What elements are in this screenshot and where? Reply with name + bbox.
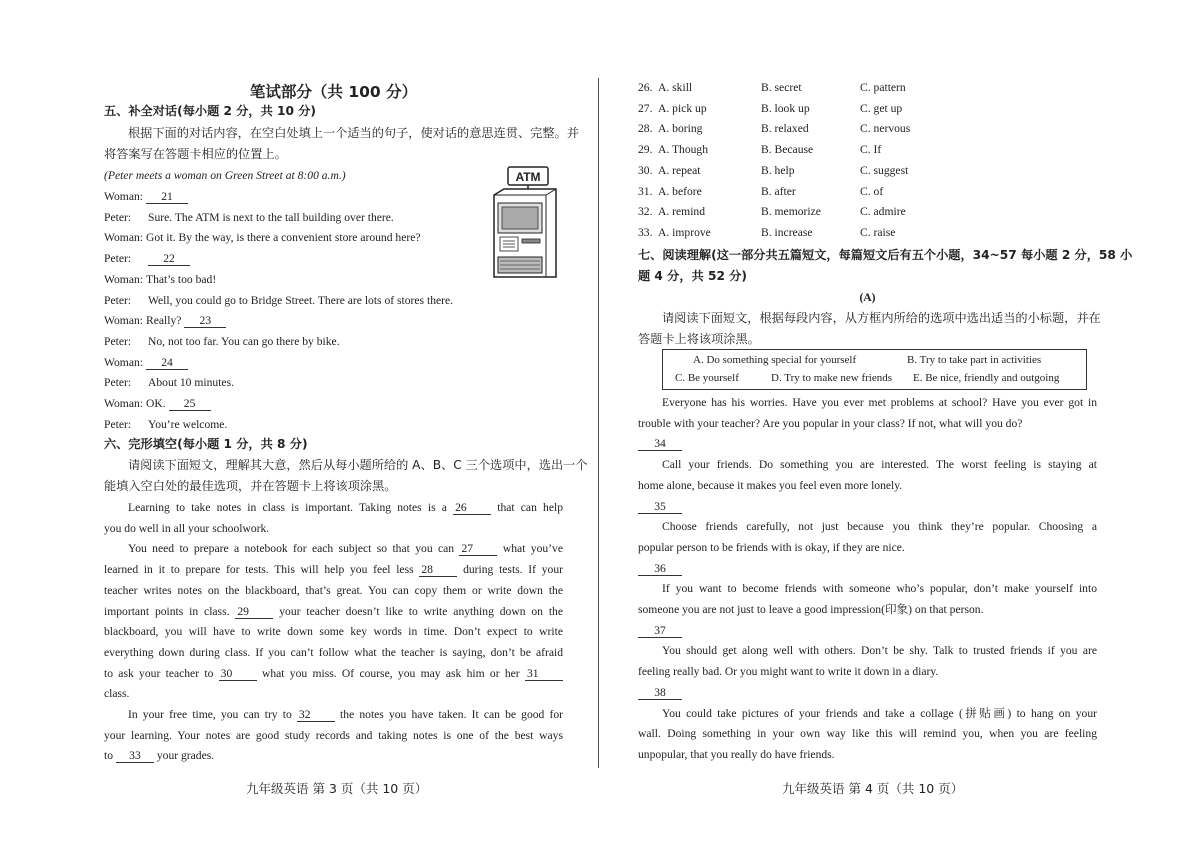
option-a: A. Though [658,143,709,157]
passage-text: during tests. If your [463,563,563,577]
passage-line: Choose friends carefully, not just because you think they’re popular. Choosing a [662,520,1097,534]
passage-line [104,686,563,701]
part-a-instruction-1: 请阅读下面短文，根据每段内容，从方框内所给的选项中选出适当的小标题，并在 [662,311,1101,325]
passage-line: Call your friends. Do something you are interested. The worst feeling is staying at [662,458,1097,472]
option-c: C. nervous [860,122,911,136]
answer-blank: 30 [219,668,257,681]
passage-text: teacher writes notes on the blackboard, that’s great. You can copy them or write down the [104,583,563,597]
option-a: A. boring [658,122,703,136]
answer-blank: 26 [453,502,491,515]
passage-text: blackboard, you will have to write down some key words in time. Don’t expect to write [104,625,563,639]
dialogue-text: Really? [146,314,182,328]
passage-line [104,604,563,619]
option-b: B. Because [761,143,814,157]
dialogue-line [104,417,563,432]
option-c: C. of [860,184,884,198]
part-a-instruction-2: 答题卡上将该项涂黑。 [638,332,760,346]
speaker-label: Peter: [104,252,132,266]
option-row [638,185,1097,200]
dialogue-text: Got it. By the way, is there a convenient store around here? [146,231,421,245]
page-divider [598,78,599,768]
option-row [638,226,1097,241]
dialogue-text: Sure. The ATM is next to the tall building over there. [148,210,394,224]
option-a: A. pick up [658,101,707,115]
answer-blank: 33 [116,750,154,763]
speaker-label: Woman: [104,355,143,369]
section5-instruction-2: 将答案写在答题卡相应的位置上。 [104,147,287,161]
option-b: B. relaxed [761,122,809,136]
passage-line: someone you are not just to leave a good impression(印象) on that person. [638,603,984,616]
option-row [638,205,1097,220]
footer-page-3: 九年级英语 第 3 页（共 10 页） [246,781,428,796]
question-number: 26. [638,81,653,94]
part-a-label: (A) [859,291,876,304]
option-b: B. after [761,184,796,198]
passage-line [104,521,563,536]
option-b: B. increase [761,225,813,239]
answer-blank: 28 [419,564,457,577]
dialogue-scene: (Peter meets a woman on Green Street at 8:00 a.m.) [104,169,346,182]
answer-blank: 21 [146,191,188,204]
passage-line: If you want to become friends with someone who’s popular, don’t make yourself into [662,582,1097,596]
option-c: C. Be yourself [675,372,739,384]
speaker-label: Peter: [104,334,132,348]
answer-blank: 34 [638,438,682,451]
passage-text: your teacher doesn’t like to write anything down on the [279,604,563,618]
dialogue-line [104,334,563,349]
speaker-label: Peter: [104,293,132,307]
passage-text: to [104,749,114,763]
dialogue-text: About 10 minutes. [148,376,234,390]
speaker-label: Peter: [104,376,132,390]
speaker-label: Peter: [104,210,132,224]
option-row [638,122,1097,137]
option-e: E. Be nice, friendly and outgoing [913,372,1060,384]
option-c: C. suggest [860,163,909,177]
passage-line [104,645,563,660]
answer-blank: 25 [169,398,211,411]
question-number: 30. [638,163,653,177]
dialogue-line [104,375,563,390]
answer-blank: 29 [235,606,273,619]
option-b: B. Try to take part in activities [907,354,1042,366]
section6-instruction-2: 能填入空白处的最佳选项，并在答题卡上将该项涂黑。 [104,479,397,493]
passage-text: class. [104,687,130,701]
passage-line: Everyone has his worries. Have you ever met problems at school? Have you ever got in [662,396,1097,409]
passage-text: Learning to take notes in class is important. Taking notes is a [128,501,447,514]
section6-heading: 六、完形填空(每小题 1 分，共 8 分) [104,437,308,451]
atm-sign-text: ATM [515,170,541,184]
option-d: D. Try to make new friends [771,372,892,384]
section5-instruction-1: 根据下面的对话内容，在空白处填上一个适当的句子，使对话的意思连贯、完整。并 [128,126,579,140]
passage-line [104,541,563,556]
option-a: A. skill [658,81,693,94]
question-number: 27. [638,101,653,115]
section6-instruction-1: 请阅读下面短文，理解其大意，然后从每小题所给的 A、B、C 三个选项中，选出一个 [128,458,588,472]
option-b: B. help [761,163,795,177]
answer-blank: 23 [184,315,226,328]
passage-text: important points in class. [104,604,230,618]
option-a: A. remind [658,205,706,219]
option-row [638,164,1097,179]
dialogue-text: That’s too bad! [146,272,217,286]
option-row [638,102,1097,117]
atm-icon [488,165,560,285]
passage-line [104,728,563,743]
dialogue-line [104,396,563,411]
passage-text: learned in it to prepare for tests. This will help you feel less [104,563,414,577]
answer-blank: 32 [297,709,335,722]
answer-blank-line [638,436,1097,451]
option-c: C. If [860,143,882,157]
passage-text: your grades. [156,749,215,763]
passage-text: what you miss. Of course, you may ask him or her [261,666,520,680]
passage-line: popular person to be friends with is okay, if they are nice. [638,540,905,554]
answer-blank: 22 [148,253,190,266]
passage-text: everything down during class. If you can’t follow what the teacher is saying, don’t be afraid [104,645,563,659]
question-number: 29. [638,143,653,157]
option-c: C. pattern [860,81,906,94]
passage-text: your learning. Your notes are good study records and taking notes is one of the best ways [104,728,563,742]
dialogue-text: No, not too far. You can go there by bike. [148,334,340,348]
option-row [638,143,1097,158]
passage-text: you do well in all your schoolwork. [104,521,270,535]
headings-option-box [662,349,1087,390]
dialogue-line [104,293,563,308]
passage-line: home alone, because it makes you feel even more lonely. [638,478,903,492]
dialogue-text: Well, you could go to Bridge Street. There are lots of stores there. [148,293,454,307]
option-a: A. improve [658,225,711,239]
option-c: C. raise [860,225,896,239]
passage-line [104,666,563,681]
passage-text: to ask your teacher to [104,666,214,680]
answer-blank: 38 [638,687,682,700]
passage-line: unpopular, that you really do have friends. [638,747,835,761]
answer-blank-line [638,499,1097,514]
passage-text: what you’ve [502,542,563,556]
speaker-label: Woman: [104,314,143,328]
answer-blank: 24 [146,357,188,370]
section5-heading: 五、补全对话(每小题 2 分，共 10 分) [104,104,316,118]
section7-heading-2: 题 4 分，共 52 分) [638,269,747,283]
option-a: A. repeat [658,163,701,177]
option-b: B. memorize [761,205,821,219]
answer-blank-line [638,561,1097,576]
passage-line [104,624,563,639]
answer-blank-line [638,685,1097,700]
option-row [638,81,1097,96]
option-b: B. secret [761,81,802,94]
section7-heading-1: 七、阅读理解(这一部分共五篇短文，每篇短文后有五个小题，34~57 每小题 2 分，58 小 [638,248,1133,262]
answer-blank-line [638,623,1097,638]
passage-line [104,562,563,577]
page-title: 笔试部分（共 100 分） [249,83,418,101]
speaker-label: Peter: [104,417,132,431]
passage-line [104,707,563,722]
option-c: C. get up [860,101,903,115]
option-b: B. look up [761,101,810,115]
passage-line [104,583,563,598]
answer-blank: 36 [638,563,682,576]
passage-line: wall. Doing something in your own way like this will remind you, when you are feeling [638,727,1097,741]
answer-blank: 35 [638,501,682,514]
passage-line: trouble with your teacher? Are you popular in your class? If not, what will you do? [638,416,1023,430]
footer-page-4: 九年级英语 第 4 页（共 10 页） [782,781,964,796]
question-number: 31. [638,184,653,198]
passage-text: that can help [497,501,563,514]
atm-illustration [488,165,560,290]
dialogue-line [104,313,563,328]
question-number: 33. [638,225,653,239]
option-c: C. admire [860,205,906,219]
passage-text: In your free time, you can try to [128,708,292,721]
passage-line: You should get along well with others. Don’t be shy. Talk to trusted friends if you are [662,644,1097,658]
speaker-label: Woman: [104,231,143,245]
dialogue-line [104,355,563,370]
passage-line [104,500,563,515]
speaker-label: Woman: [104,397,143,410]
passage-text: You need to prepare a notebook for each subject so that you can [128,542,455,556]
answer-blank: 27 [459,543,497,556]
answer-blank: 31 [525,668,563,681]
speaker-label: Woman: [104,272,143,286]
question-number: 32. [638,205,653,219]
passage-line: You could take pictures of your friends and take a collage (拼贴画) to hang on your [662,706,1097,720]
dialogue-text: OK. [146,397,166,410]
speaker-label: Woman: [104,190,143,203]
passage-line [104,748,563,763]
passage-text: the notes you have taken. It can be good for [340,708,564,721]
option-a: A. Do something special for yourself [693,354,857,366]
question-number: 28. [638,122,653,136]
passage-line: feeling really bad. Or you might want to write it down in a diary. [638,665,939,679]
dialogue-text: You’re welcome. [148,417,228,431]
option-a: A. before [658,184,702,198]
answer-blank: 37 [638,625,682,638]
